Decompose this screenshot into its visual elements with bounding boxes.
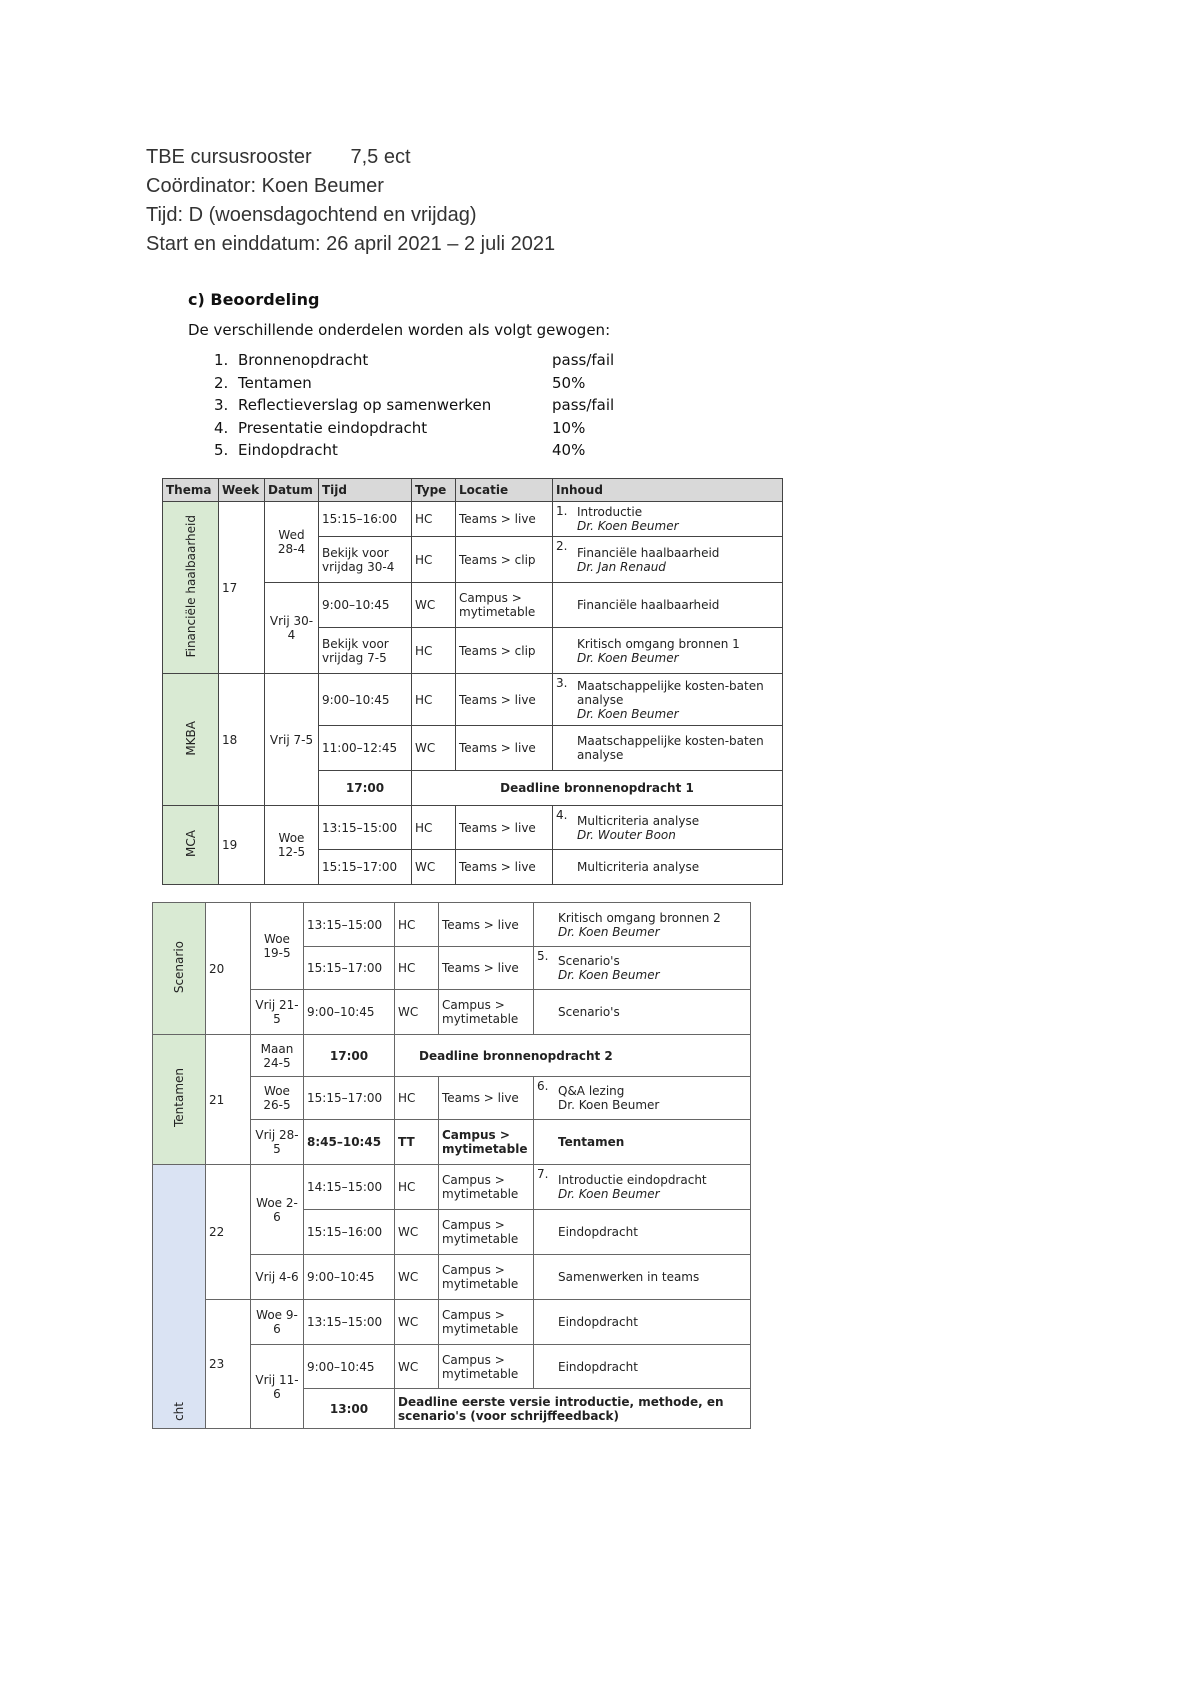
time-cell: 8:45–10:45 [304, 1120, 395, 1165]
date-cell: Woe 12-5 [265, 806, 319, 885]
type-cell: HC [395, 903, 439, 947]
time-cell: 13:15–15:00 [304, 903, 395, 947]
col-header-datum: Datum [265, 479, 319, 502]
content-cell: Maatschappelijke kosten-baten analyse [553, 726, 783, 771]
col-header-tijd: Tijd [319, 479, 412, 502]
content-cell: Scenario's [534, 990, 751, 1035]
time-cell: Bekijk voor vrijdag 30-4 [319, 537, 412, 583]
location-cell: Teams > clip [456, 628, 553, 674]
week-cell: 20 [206, 903, 251, 1035]
deadline-time: 13:00 [304, 1389, 395, 1429]
date-cell: Maan 24-5 [251, 1035, 304, 1077]
list-item [214, 417, 634, 440]
type-cell: HC [412, 628, 456, 674]
item-label: Tentamen [238, 373, 312, 392]
lecturer: Dr. Koen Beumer [577, 706, 679, 721]
time-cell: Bekijk voor vrijdag 7-5 [319, 628, 412, 674]
deadline-time: 17:00 [319, 771, 412, 806]
theme-cell [163, 502, 219, 674]
lecturer: Dr. Koen Beumer [558, 968, 660, 982]
location-cell: Teams > live [439, 1077, 534, 1120]
location-cell: Campus > mytimetable [439, 1300, 534, 1345]
type-cell: WC [395, 990, 439, 1035]
table-row [163, 806, 783, 850]
type-cell: HC [395, 1165, 439, 1210]
date-cell: Vrij 30-4 [265, 583, 319, 674]
grading-section [188, 290, 634, 462]
location-cell: Campus > mytimetable [439, 1165, 534, 1210]
week-cell: 18 [219, 674, 265, 806]
date-cell: Vrij 4-6 [251, 1255, 304, 1300]
theme-label: Scenario [172, 940, 186, 994]
theme-label: cht [172, 1402, 186, 1421]
lecturer: Dr. Koen Beumer [558, 1187, 660, 1201]
session-title: Scenario's [558, 954, 620, 968]
table-row [163, 674, 783, 726]
location-cell: Teams > live [456, 674, 553, 726]
type-cell: HC [395, 1077, 439, 1120]
grading-list [214, 349, 634, 462]
date-cell: Woe 9-6 [251, 1300, 304, 1345]
session-title: Maatschappelijke kosten-baten analyse [577, 678, 764, 707]
theme-label: Tentamen [172, 1068, 186, 1128]
content-cell [534, 1165, 751, 1210]
session-title: Kritisch omgang bronnen 2 [558, 910, 721, 925]
grading-intro: De verschillende onderdelen worden als volgt gewogen: [188, 321, 611, 339]
location-cell: Campus > mytimetable [456, 583, 553, 628]
theme-label: MKBA [183, 720, 198, 756]
type-cell: HC [412, 806, 456, 850]
grading-heading: c) Beoordeling [188, 290, 320, 309]
week-cell: 19 [219, 806, 265, 885]
theme-label: Financiële haalbaarheid [183, 514, 198, 658]
time-cell: 13:15–15:00 [319, 806, 412, 850]
theme-cell [163, 674, 219, 806]
content-cell [534, 903, 751, 947]
col-header-week: Week [219, 479, 265, 502]
content-cell [553, 806, 783, 850]
item-label: Reflectieverslag op samenwerken [238, 396, 492, 414]
time-cell: 15:15–16:00 [319, 502, 412, 537]
session-number: 1. [556, 504, 568, 518]
time-cell: 15:15–17:00 [319, 850, 412, 885]
time-cell: 9:00–10:45 [304, 1255, 395, 1300]
item-label: Presentatie eindopdracht [238, 418, 428, 437]
session-title: Introductie eindopdracht [558, 1173, 707, 1187]
week-cell: 21 [206, 1035, 251, 1165]
deadline-text: Deadline bronnenopdracht 2 [395, 1035, 751, 1077]
col-header-thema: Thema [163, 479, 219, 502]
content-cell: Tentamen [534, 1120, 751, 1165]
item-weight: pass/fail [552, 351, 615, 369]
type-cell: WC [395, 1345, 439, 1389]
location-cell: Teams > live [439, 947, 534, 990]
content-cell [553, 502, 783, 537]
location-cell: Campus > mytimetable [439, 1345, 534, 1389]
date-cell: Woe 19-5 [251, 903, 304, 990]
item-number: 2. [214, 373, 229, 392]
type-cell: WC [395, 1255, 439, 1300]
type-cell: HC [395, 947, 439, 990]
content-cell [534, 1077, 751, 1120]
deadline-row [153, 1035, 751, 1077]
content-cell [534, 947, 751, 990]
type-cell: HC [412, 674, 456, 726]
type-cell: WC [412, 583, 456, 628]
location-cell: Teams > clip [456, 537, 553, 583]
content-cell: Financiële haalbaarheid [553, 583, 783, 628]
course-title: TBE cursusrooster 7,5 ect [146, 146, 411, 168]
time-cell: 11:00–12:45 [319, 726, 412, 771]
lecturer: Dr. Koen Beumer [577, 519, 679, 533]
document-header [146, 143, 555, 259]
item-number: 4. [214, 418, 229, 437]
item-weight: 40% [552, 441, 586, 459]
location-cell: Teams > live [439, 903, 534, 947]
session-number: 7. [537, 1167, 549, 1181]
type-cell: TT [395, 1120, 439, 1165]
item-weight: pass/fail [552, 396, 615, 414]
list-item [214, 349, 634, 372]
time-cell: 9:00–10:45 [319, 583, 412, 628]
time-slot: Tijd: D (woensdagochtend en vrijdag) [146, 204, 477, 226]
type-cell: WC [395, 1300, 439, 1345]
location-cell: Teams > live [456, 502, 553, 537]
session-title: Financiële haalbaarheid [577, 545, 720, 560]
session-title: Introductie [577, 505, 643, 519]
time-cell: 9:00–10:45 [304, 990, 395, 1035]
item-label: Bronnenopdracht [238, 351, 369, 369]
content-cell: Samenwerken in teams [534, 1255, 751, 1300]
table-header-row [163, 479, 783, 502]
date-cell: Vrij 7-5 [265, 674, 319, 806]
session-number: 3. [556, 676, 568, 690]
date-cell: Vrij 11-6 [251, 1345, 304, 1429]
type-cell: WC [412, 726, 456, 771]
col-header-locatie: Locatie [456, 479, 553, 502]
list-item [214, 439, 634, 462]
content-cell: Eindopdracht [534, 1210, 751, 1255]
item-label: Eindopdracht [238, 441, 338, 459]
content-cell [553, 674, 783, 726]
deadline-text: Deadline bronnenopdracht 1 [412, 771, 783, 806]
location-cell: Teams > live [456, 726, 553, 771]
type-cell: WC [412, 850, 456, 885]
deadline-text: Deadline eerste versie introductie, methode, en scenario's (voor schrijffeedback) [395, 1389, 751, 1429]
date-cell: Vrij 28-5 [251, 1120, 304, 1165]
lecturer: Dr. Wouter Boon [577, 827, 676, 842]
time-cell: 14:15–15:00 [304, 1165, 395, 1210]
table-row [153, 903, 751, 947]
item-weight: 50% [552, 373, 586, 392]
time-cell: 9:00–10:45 [319, 674, 412, 726]
week-cell: 17 [219, 502, 265, 674]
session-title: Multicriteria analyse [577, 813, 700, 828]
date-cell: Woe 26-5 [251, 1077, 304, 1120]
content-cell: Eindopdracht [534, 1300, 751, 1345]
week-cell: 22 [206, 1165, 251, 1300]
type-cell: HC [412, 537, 456, 583]
list-item [214, 394, 634, 417]
week-cell: 23 [206, 1300, 251, 1429]
schedule-table-1 [162, 478, 783, 885]
deadline-time: 17:00 [304, 1035, 395, 1077]
theme-cell [153, 1035, 206, 1165]
lecturer: Dr. Koen Beumer [558, 1098, 660, 1112]
time-cell: 15:15–17:00 [304, 1077, 395, 1120]
session-title: Kritisch omgang bronnen 1 [577, 636, 740, 651]
location-cell: Campus > mytimetable [439, 990, 534, 1035]
content-cell: Eindopdracht [534, 1345, 751, 1389]
session-number: 4. [556, 808, 568, 822]
session-title: Q&A lezing [558, 1084, 625, 1098]
date-cell: Vrij 21-5 [251, 990, 304, 1035]
coordinator: Coördinator: Koen Beumer [146, 175, 384, 197]
lecturer: Dr. Koen Beumer [558, 924, 660, 939]
time-cell: 15:15–16:00 [304, 1210, 395, 1255]
content-cell [553, 628, 783, 674]
time-cell: 15:15–17:00 [304, 947, 395, 990]
table-row [163, 502, 783, 537]
session-number: 2. [556, 539, 568, 553]
table-row [153, 1165, 751, 1210]
item-number: 1. [214, 351, 229, 369]
location-cell: Campus > mytimetable [439, 1255, 534, 1300]
location-cell: Teams > live [456, 850, 553, 885]
item-number: 3. [214, 396, 229, 414]
location-cell: Campus > mytimetable [439, 1210, 534, 1255]
date-cell: Woe 2-6 [251, 1165, 304, 1255]
lecturer: Dr. Koen Beumer [577, 650, 679, 665]
content-cell [553, 537, 783, 583]
location-cell: Teams > live [456, 806, 553, 850]
col-header-inhoud: Inhoud [553, 479, 783, 502]
type-cell: HC [412, 502, 456, 537]
time-cell: 9:00–10:45 [304, 1345, 395, 1389]
table-row [153, 1300, 751, 1345]
theme-cell [153, 903, 206, 1035]
item-weight: 10% [552, 418, 586, 437]
session-number: 5. [537, 949, 549, 963]
theme-cell [163, 806, 219, 885]
schedule-table-2 [152, 902, 751, 1429]
theme-label: MCA [183, 830, 198, 857]
content-cell: Multicriteria analyse [553, 850, 783, 885]
date-range: Start en einddatum: 26 april 2021 – 2 juli 2021 [146, 233, 556, 255]
date-cell: Wed 28-4 [265, 502, 319, 583]
type-cell: WC [395, 1210, 439, 1255]
theme-cell [153, 1165, 206, 1429]
location-cell: Campus > mytimetable [439, 1120, 534, 1165]
time-cell: 13:15–15:00 [304, 1300, 395, 1345]
col-header-type: Type [412, 479, 456, 502]
session-number: 6. [537, 1079, 549, 1093]
list-item [214, 372, 634, 395]
lecturer: Dr. Jan Renaud [577, 559, 666, 574]
item-number: 5. [214, 441, 229, 459]
